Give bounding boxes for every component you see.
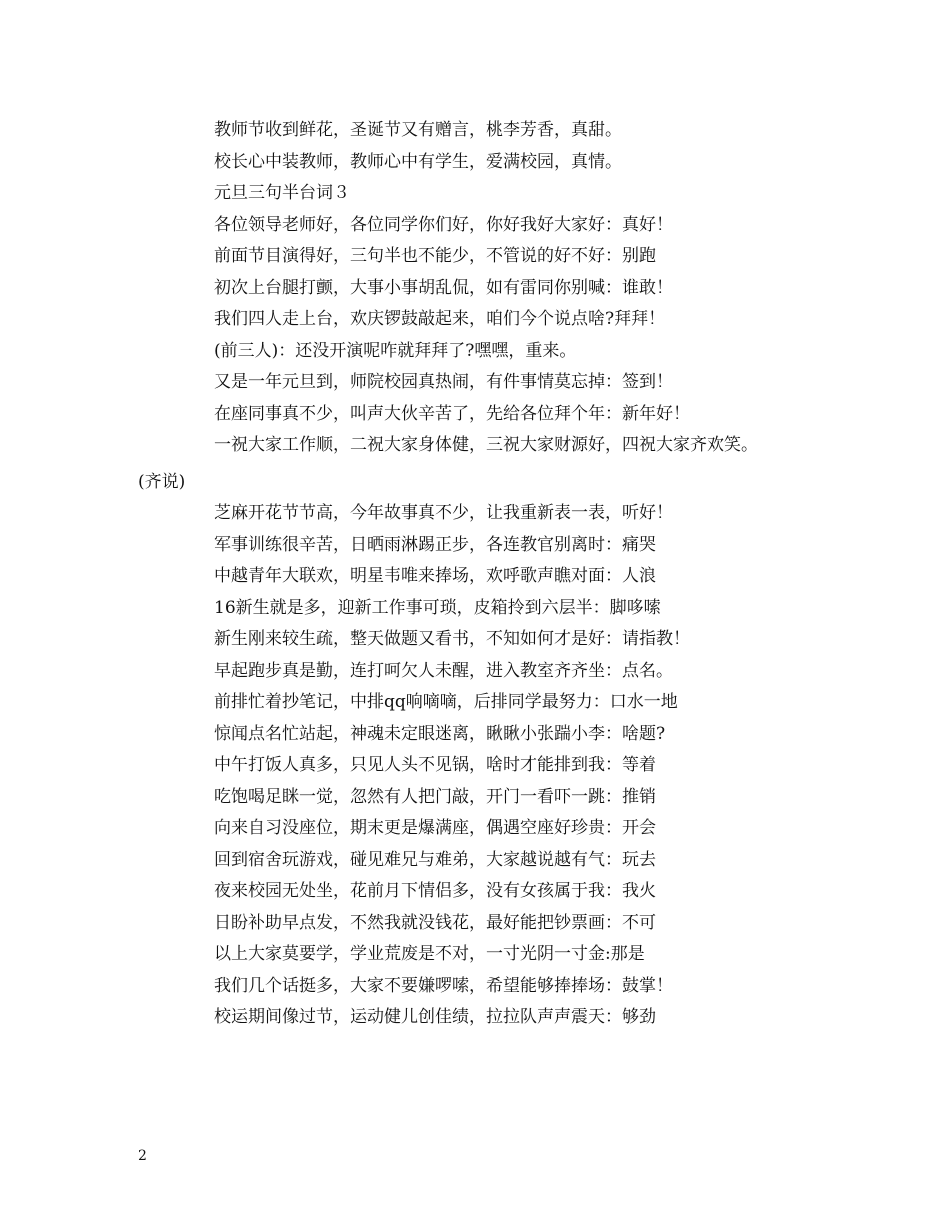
text-line: 以上大家莫要学，学业荒废是不对，一寸光阴一寸金:那是 bbox=[214, 944, 645, 964]
text-line: 前面节目演得好，三句半也不能少，不管说的好不好：别跑 bbox=[214, 246, 656, 266]
text-line: 夜来校园无处坐，花前月下情侣多，没有女孩属于我：我火 bbox=[214, 881, 656, 901]
page-number: 2 bbox=[138, 1148, 147, 1164]
document-body bbox=[138, 115, 838, 1034]
text-line: (齐说) bbox=[138, 471, 186, 492]
text-line: (前三人)：还没开演呢咋就拜拜了?嘿嘿，重来。 bbox=[214, 340, 577, 361]
text-line: 芝麻开花节节高，今年故事真不少，让我重新表一表，听好！ bbox=[214, 503, 673, 523]
text-line: 向来自习没座位，期末更是爆满座，偶遇空座好珍贵：开会 bbox=[214, 818, 656, 838]
text-line: 16新生就是多，迎新工作事可琐，皮箱拎到六层半：脚哆嗦 bbox=[214, 597, 661, 618]
text-line: 元旦三句半台词３ bbox=[214, 183, 350, 203]
text-line: 军事训练很辛苦，日晒雨淋踢正步，各连教官别离时：痛哭 bbox=[214, 534, 656, 555]
text-line: 一祝大家工作顺，二祝大家身体健，三祝大家财源好，四祝大家齐欢笑。 bbox=[214, 435, 758, 455]
text-line: 我们四人走上台，欢庆锣鼓敲起来，咱们今个说点啥?拜拜！ bbox=[214, 309, 666, 329]
text-line: 中越青年大联欢，明星韦唯来捧场，欢呼歌声瞧对面：人浪 bbox=[214, 566, 656, 586]
text-line: 在座同事真不少，叫声大伙辛苦了，先给各位拜个年：新年好！ bbox=[214, 403, 690, 424]
text-line: 各位领导老师好，各位同学你们好，你好我好大家好：真好！ bbox=[214, 214, 673, 235]
text-line: 惊闻点名忙站起，神魂未定眼迷离，瞅瞅小张踹小李：啥题? bbox=[214, 723, 666, 744]
text-line: 又是一年元旦到，师院校园真热闹，有件事情莫忘掉：签到！ bbox=[214, 372, 673, 392]
text-line: 我们几个话挺多，大家不要嫌啰嗦，希望能够捧捧场：鼓掌！ bbox=[214, 975, 673, 996]
text-line: 日盼补助早点发，不然我就没钱花，最好能把钞票画：不可 bbox=[214, 912, 656, 933]
text-line: 吃饱喝足眯一觉，忽然有人把门敲，开门一看吓一跳：推销 bbox=[214, 786, 656, 807]
text-line: 初次上台腿打颤，大事小事胡乱侃，如有雷同你别喊：谁敢！ bbox=[214, 277, 673, 298]
text-line: 前排忙着抄笔记，中排qq响嘀嘀，后排同学最努力：口水一地 bbox=[214, 692, 678, 712]
text-line: 教师节收到鲜花，圣诞节又有赠言，桃李芳香，真甜。 bbox=[214, 120, 622, 140]
text-line: 校运期间像过节，运动健儿创佳绩，拉拉队声声震天：够劲 bbox=[214, 1007, 656, 1027]
text-line: 中午打饭人真多，只见人头不见锅，啥时才能排到我：等着 bbox=[214, 755, 656, 775]
text-line: 校长心中装教师，教师心中有学生，爱满校园，真情。 bbox=[214, 151, 622, 172]
text-line: 新生刚来较生疏，整天做题又看书，不知如何才是好：请指教！ bbox=[214, 629, 690, 649]
text-line: 早起跑步真是勤，连打呵欠人未醒，进入教室齐齐坐：点名。 bbox=[214, 660, 673, 681]
text-line: 回到宿舍玩游戏，碰见难兄与难弟，大家越说越有气：玩去 bbox=[214, 849, 656, 870]
